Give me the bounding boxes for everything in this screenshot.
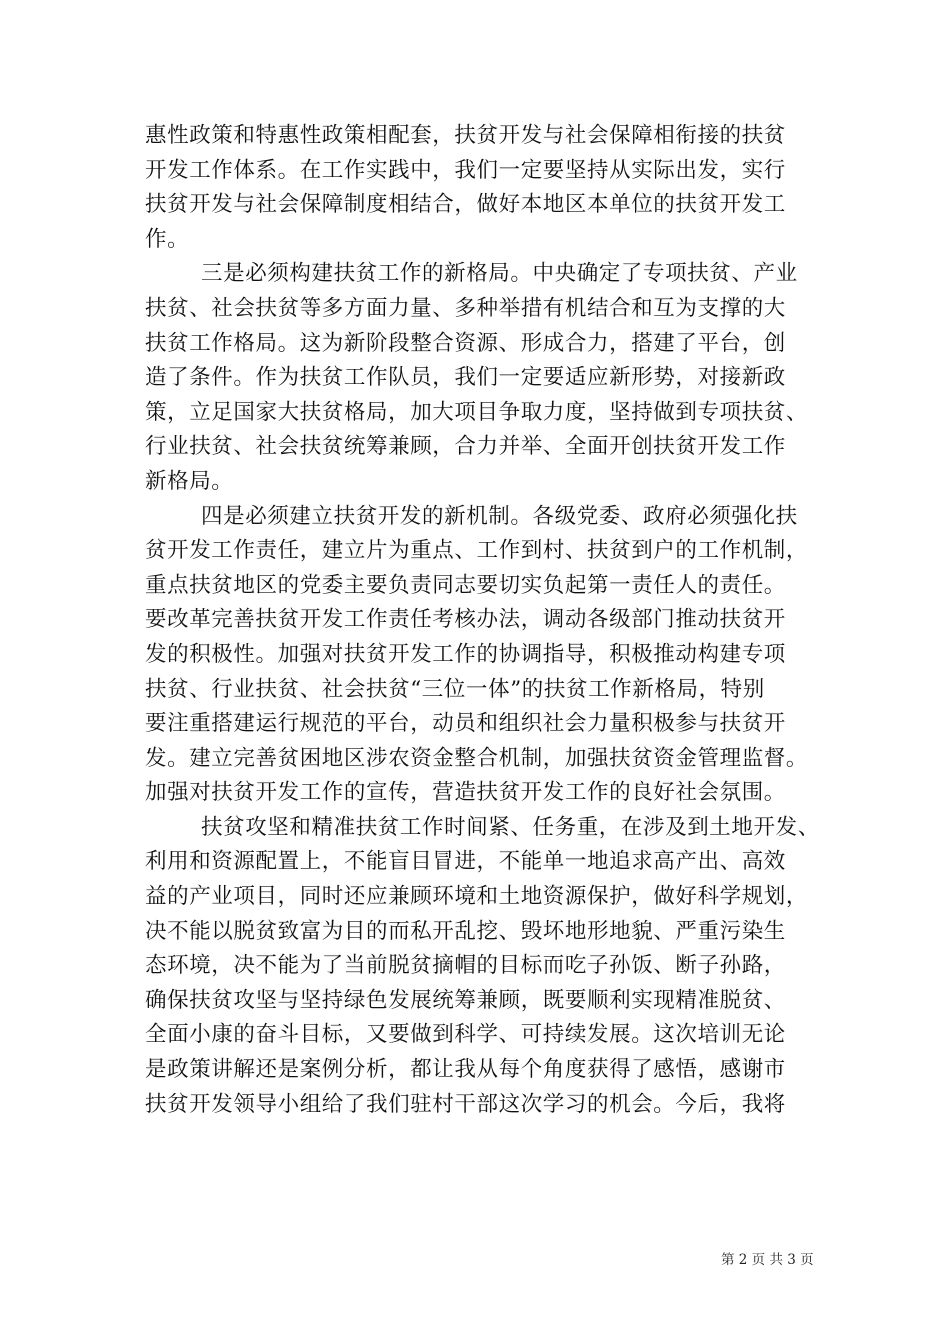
- text-line: 扶贫、行业扶贫、社会扶贫“三位一体”的扶贫工作新格局，特别: [145, 676, 765, 702]
- paragraph-first-line: 四是必须建立扶贫开发的新机制。各级党委、政府必须强化扶: [201, 503, 798, 529]
- text-line: 要改革完善扶贫开发工作责任考核办法，调动各级部门推动扶贫开: [145, 607, 786, 633]
- text-line: 发的积极性。加强对扶贫开发工作的协调指导，积极推动构建专项: [145, 641, 786, 667]
- text-line: 发。建立完善贫困地区涉农资金整合机制，加强扶贫资金管理监督。: [145, 745, 809, 771]
- text-line: 新格局。: [145, 468, 234, 494]
- text-line: 态环境，决不能为了当前脱贫摘帽的目标而吃子孙饭、断子孙路，: [145, 953, 786, 979]
- text-line: 重点扶贫地区的党委主要负责同志要切实负起第一责任人的责任。: [145, 572, 786, 598]
- text-line: 加强对扶贫开发工作的宣传，营造扶贫开发工作的良好社会氛围。: [145, 780, 786, 806]
- text-line: 利用和资源配置上，不能盲目冒进，不能单一地追求高产出、高效: [145, 849, 786, 875]
- text-line: 贫开发工作责任，建立片为重点、工作到村、扶贫到户的工作机制，: [145, 538, 809, 564]
- paragraph-first-line: 三是必须构建扶贫工作的新格局。中央确定了专项扶贫、产业: [201, 261, 798, 287]
- text-line: 策，立足国家大扶贫格局，加大项目争取力度，坚持做到专项扶贫、: [145, 399, 809, 425]
- page-number: 第 2 页 共 3 页: [721, 1252, 814, 1268]
- text-line: 行业扶贫、社会扶贫统筹兼顾，合力并举、全面开创扶贫开发工作: [145, 434, 786, 460]
- text-line: 作。: [145, 226, 190, 252]
- text-line: 要注重搭建运行规范的平台，动员和组织社会力量积极参与扶贫开: [145, 711, 786, 737]
- text-line: 惠性政策和特惠性政策相配套，扶贫开发与社会保障相衔接的扶贫: [145, 123, 786, 148]
- text-line: 扶贫开发领导小组给了我们驻村干部这次学习的机会。今后，我将: [145, 1091, 786, 1117]
- text-line: 扶贫开发与社会保障制度相结合，做好本地区本单位的扶贫开发工: [145, 192, 786, 218]
- text-line: 开发工作体系。在工作实践中，我们一定要坚持从实际出发，实行: [145, 157, 786, 183]
- text-line: 扶贫、社会扶贫等多方面力量、多种举措有机结合和互为支撑的大: [145, 295, 786, 321]
- text-line: 全面小康的奋斗目标，又要做到科学、可持续发展。这次培训无论: [145, 1022, 786, 1048]
- document-body: [145, 119, 825, 1122]
- text-line: 是政策讲解还是案例分析，都让我从每个角度获得了感悟，感谢市: [145, 1057, 786, 1083]
- text-line: 益的产业项目，同时还应兼顾环境和土地资源保护，做好科学规划，: [145, 884, 809, 910]
- paragraph-first-line: 扶贫攻坚和精准扶贫工作时间紧、任务重，在涉及到土地开发、: [201, 814, 820, 840]
- text-line: 造了条件。作为扶贫工作队员，我们一定要适应新形势，对接新政: [145, 365, 786, 391]
- text-line: 决不能以脱贫致富为目的而私开乱挖、毁坏地形地貌、严重污染生: [145, 918, 786, 944]
- text-line: 扶贫工作格局。这为新阶段整合资源、形成合力，搭建了平台，创: [145, 330, 786, 356]
- text-line: 确保扶贫攻坚与坚持绿色发展统筹兼顾，既要顺利实现精准脱贫、: [145, 987, 786, 1013]
